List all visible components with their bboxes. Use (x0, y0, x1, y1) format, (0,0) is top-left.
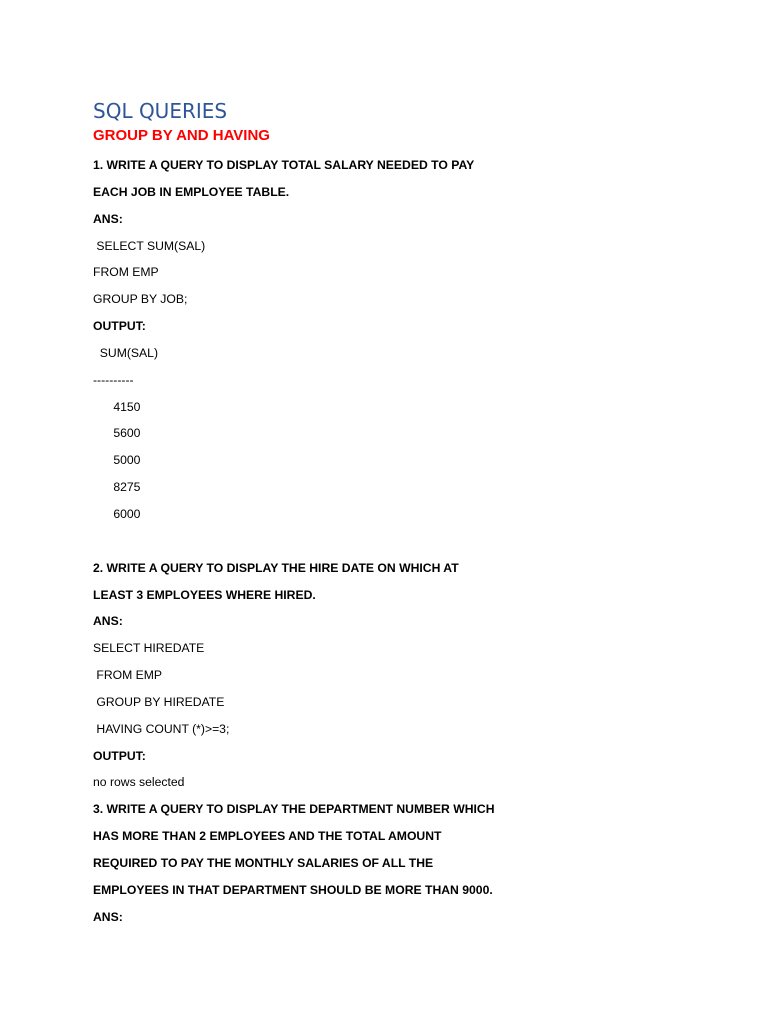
document-line: FROM EMP (93, 668, 163, 683)
document-line: ANS: (93, 211, 123, 226)
document-body (93, 152, 733, 930)
document-line: OUTPUT: (93, 748, 146, 763)
document-line: SELECT SUM(SAL) (93, 238, 206, 253)
document-line: 2. WRITE A QUERY TO DISPLAY THE HIRE DATE ON WHICH AT (93, 560, 459, 575)
document-line: 5000 (93, 453, 141, 468)
document-line: HAVING COUNT (*)>=3; (93, 721, 230, 736)
document-line: no rows selected (93, 775, 185, 790)
document-line: REQUIRED TO PAY THE MONTHLY SALARIES OF ALL THE (93, 855, 434, 870)
document-line: OUTPUT: (93, 319, 146, 334)
document-line (93, 528, 733, 555)
document-line: GROUP BY JOB; (93, 292, 188, 307)
document-title: SQL QUERIES (93, 99, 228, 123)
document-line: HAS MORE THAN 2 EMPLOYEES AND THE TOTAL AMOUNT (93, 829, 442, 844)
document-line: 3. WRITE A QUERY TO DISPLAY THE DEPARTMENT NUMBER WHICH (93, 802, 495, 817)
document-line: 6000 (93, 506, 141, 521)
document-line: ---------- (93, 372, 134, 387)
document-line: FROM EMP (93, 265, 159, 280)
document-line: 5600 (93, 426, 141, 441)
document-line: EMPLOYEES IN THAT DEPARTMENT SHOULD BE MORE THAN 9000. (93, 882, 493, 897)
document-line: 4150 (93, 399, 141, 414)
document-line: 8275 (93, 480, 141, 495)
document-line: EACH JOB IN EMPLOYEE TABLE. (93, 184, 290, 199)
document-line: SUM(SAL) (93, 345, 159, 360)
document-line: SELECT HIREDATE (93, 641, 205, 656)
document-subtitle: GROUP BY AND HAVING (93, 127, 270, 144)
document-line: LEAST 3 EMPLOYEES WHERE HIRED. (93, 587, 316, 602)
document-line: 1. WRITE A QUERY TO DISPLAY TOTAL SALARY NEEDED TO PAY (93, 158, 475, 172)
document-line: GROUP BY HIREDATE (93, 694, 225, 709)
document-line: ANS: (93, 614, 123, 629)
document-line: ANS: (93, 909, 123, 924)
